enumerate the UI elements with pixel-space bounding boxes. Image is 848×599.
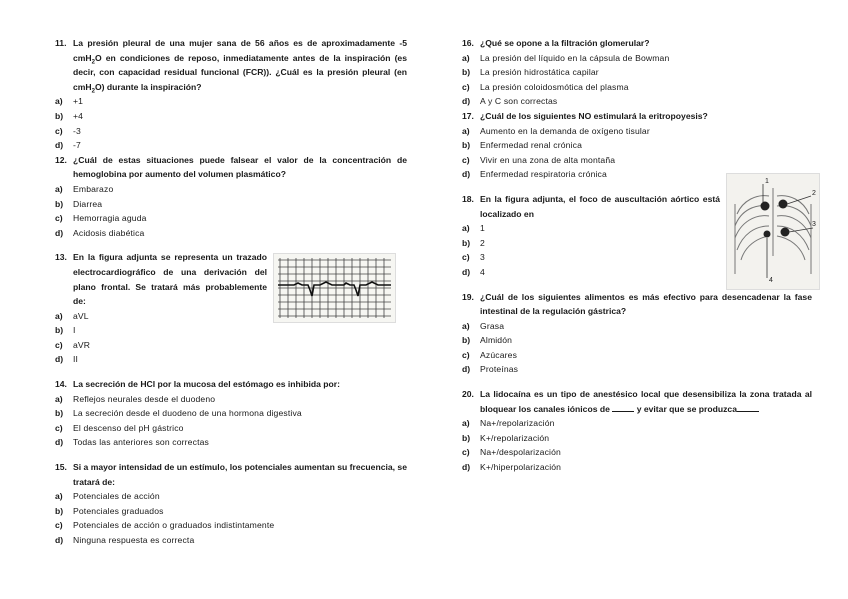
question-number: 17. — [462, 110, 474, 121]
options-list — [55, 489, 407, 547]
question-stem — [55, 460, 407, 489]
question-stem — [462, 192, 720, 221]
option-d[interactable]: d) Acidosis diabética — [55, 227, 145, 238]
options-list — [462, 51, 812, 109]
question-number: 11. — [55, 38, 67, 48]
option-c[interactable]: c) 3 — [462, 252, 485, 263]
question-stem — [462, 387, 812, 416]
option-c[interactable]: c) Vivir en una zona de alta montaña — [462, 154, 616, 165]
options-list — [55, 94, 407, 152]
question-text: ¿Cuál de estas situaciones puede falsear el valor de la concentración de hemoglobina por aumento del volumen plasmático? — [73, 154, 407, 180]
question-stem — [55, 36, 407, 94]
option-b[interactable]: b) +4 — [55, 110, 84, 121]
options-list — [462, 319, 812, 377]
option-c[interactable]: c) Azúcares — [462, 349, 518, 360]
option-a[interactable]: a) La presión del líquido en la cápsula de Bowman — [462, 52, 670, 63]
question-number: 15. — [55, 462, 67, 473]
options-list — [55, 392, 407, 450]
option-b[interactable]: b) Almidón — [462, 335, 513, 346]
question-number: 13. — [55, 252, 67, 263]
figure-label-1: 1 — [765, 177, 769, 185]
question-number: 19. — [462, 291, 474, 302]
option-d[interactable]: d) 4 — [462, 266, 485, 277]
question-stem — [55, 153, 407, 182]
ribcage-icon — [727, 174, 819, 289]
option-d[interactable]: d) K+/hiperpolarización — [462, 462, 562, 473]
option-b[interactable]: b) K+/repolarización — [462, 432, 550, 443]
option-c[interactable]: c) Na+/despolarización — [462, 447, 561, 458]
question-text: ¿Cuál de los siguientes alimentos es más efectivo para desencadenar la fase intestinal de la regulación gástrica? — [480, 291, 812, 317]
fill-blank-2[interactable] — [737, 402, 759, 412]
options-list — [55, 182, 407, 240]
figure-label-4: 4 — [769, 276, 773, 284]
question-13 — [55, 250, 407, 367]
option-d[interactable]: d) Todas las anteriores son correctas — [55, 437, 209, 448]
option-a[interactable]: a) Grasa — [462, 320, 505, 331]
option-b[interactable]: b) Diarrea — [55, 198, 103, 209]
question-12 — [55, 153, 407, 241]
option-a[interactable]: a) Aumento en la demanda de oxígeno tisular — [462, 125, 650, 136]
question-text: La lidocaína es un tipo de anestésico local que desensibiliza la zona tratada al bloquear los canales iónicos de y evitar que se produzca — [480, 389, 812, 414]
right-column — [462, 36, 816, 485]
fill-blank-1[interactable] — [612, 402, 634, 412]
option-c[interactable]: c) La presión coloidosmótica del plasma — [462, 81, 629, 92]
question-text: La presión pleural de una mujer sana de 56 años es de aproximadamente -5 cmH$_2$O en condiciones de reposo, inmediatamente antes de la inspiración (es decir, con capacidad residual funcional (FCR)). ¿Cuál es la presión pleural (en cmH$_2$O) durante la inspiración? — [73, 38, 407, 95]
option-a[interactable]: a) +1 — [55, 96, 84, 107]
left-column — [55, 36, 407, 558]
option-c[interactable]: c) -3 — [55, 125, 81, 136]
option-b[interactable]: b) Enfermedad renal crónica — [462, 140, 583, 151]
option-a[interactable]: a) Potenciales de acción — [55, 491, 160, 502]
question-stem — [462, 290, 812, 319]
question-number: 16. — [462, 38, 474, 48]
option-a[interactable]: a) Reflejos neurales desde el duodeno — [55, 393, 216, 404]
option-d[interactable]: d) A y C son correctas — [462, 96, 558, 107]
option-a[interactable]: a) Na+/repolarización — [462, 418, 555, 429]
question-number: 18. — [462, 193, 474, 204]
figure-label-3: 3 — [812, 220, 816, 228]
question-text: La secreción de HCl por la mucosa del estómago es inhibida por: — [73, 379, 340, 390]
question-14 — [55, 377, 407, 450]
option-b[interactable]: b) La presión hidrostática capilar — [462, 67, 599, 78]
question-number: 12. — [55, 154, 67, 165]
question-stem — [462, 36, 812, 51]
question-11 — [55, 36, 407, 153]
question-text: Si a mayor intensidad de un estímulo, los potenciales aumentan su frecuencia, se tratará de: — [73, 462, 407, 487]
option-c[interactable]: c) Potenciales de acción o graduados indistintamente — [55, 520, 275, 531]
question-18 — [462, 177, 816, 284]
options-list — [462, 416, 812, 474]
option-b[interactable]: b) I — [55, 325, 76, 336]
question-text: ¿Cuál de los siguientes NO estimulará la eritropoyesis? — [480, 110, 708, 121]
option-a[interactable]: a) aVL — [55, 310, 89, 321]
question-number: 20. — [462, 389, 474, 400]
question-15 — [55, 460, 407, 548]
question-text: ¿Qué se opone a la filtración glomerular? — [480, 38, 650, 48]
figure-label-2: 2 — [812, 189, 816, 197]
option-d[interactable]: d) Enfermedad respiratoria crónica — [462, 169, 607, 180]
option-d[interactable]: d) -7 — [55, 140, 81, 151]
option-a[interactable]: a) Embarazo — [55, 183, 114, 194]
option-b[interactable]: b) Potenciales graduados — [55, 505, 164, 516]
question-stem — [55, 377, 407, 392]
option-c[interactable]: c) aVR — [55, 339, 91, 350]
ecg-figure — [273, 253, 396, 323]
question-19 — [462, 290, 812, 378]
option-a[interactable]: a) 1 — [462, 223, 485, 234]
option-d[interactable]: d) II — [55, 354, 79, 365]
question-17 — [462, 109, 812, 182]
question-number: 14. — [55, 379, 67, 390]
ecg-trace-icon — [274, 254, 395, 322]
question-stem — [462, 109, 812, 124]
option-b[interactable]: b) 2 — [462, 237, 485, 248]
option-d[interactable]: d) Ninguna respuesta es correcta — [55, 535, 195, 545]
question-text: En la figura adjunta se representa un trazado electrocardiográfico de una derivación del plano frontal. Se tratará más probablemente de: — [73, 252, 267, 307]
question-text: En la figura adjunta, el foco de auscultación aórtico está localizado en — [480, 193, 720, 219]
question-20 — [462, 387, 812, 475]
option-d[interactable]: d) Proteínas — [462, 364, 519, 375]
option-c[interactable]: c) Hemorragia aguda — [55, 213, 147, 224]
option-b[interactable]: b) La secreción desde el duodeno de una hormona digestiva — [55, 408, 302, 419]
option-c[interactable]: c) El descenso del pH gástrico — [55, 422, 184, 433]
chest-auscultation-figure — [726, 173, 820, 290]
question-16 — [462, 36, 812, 109]
question-stem — [55, 250, 267, 308]
